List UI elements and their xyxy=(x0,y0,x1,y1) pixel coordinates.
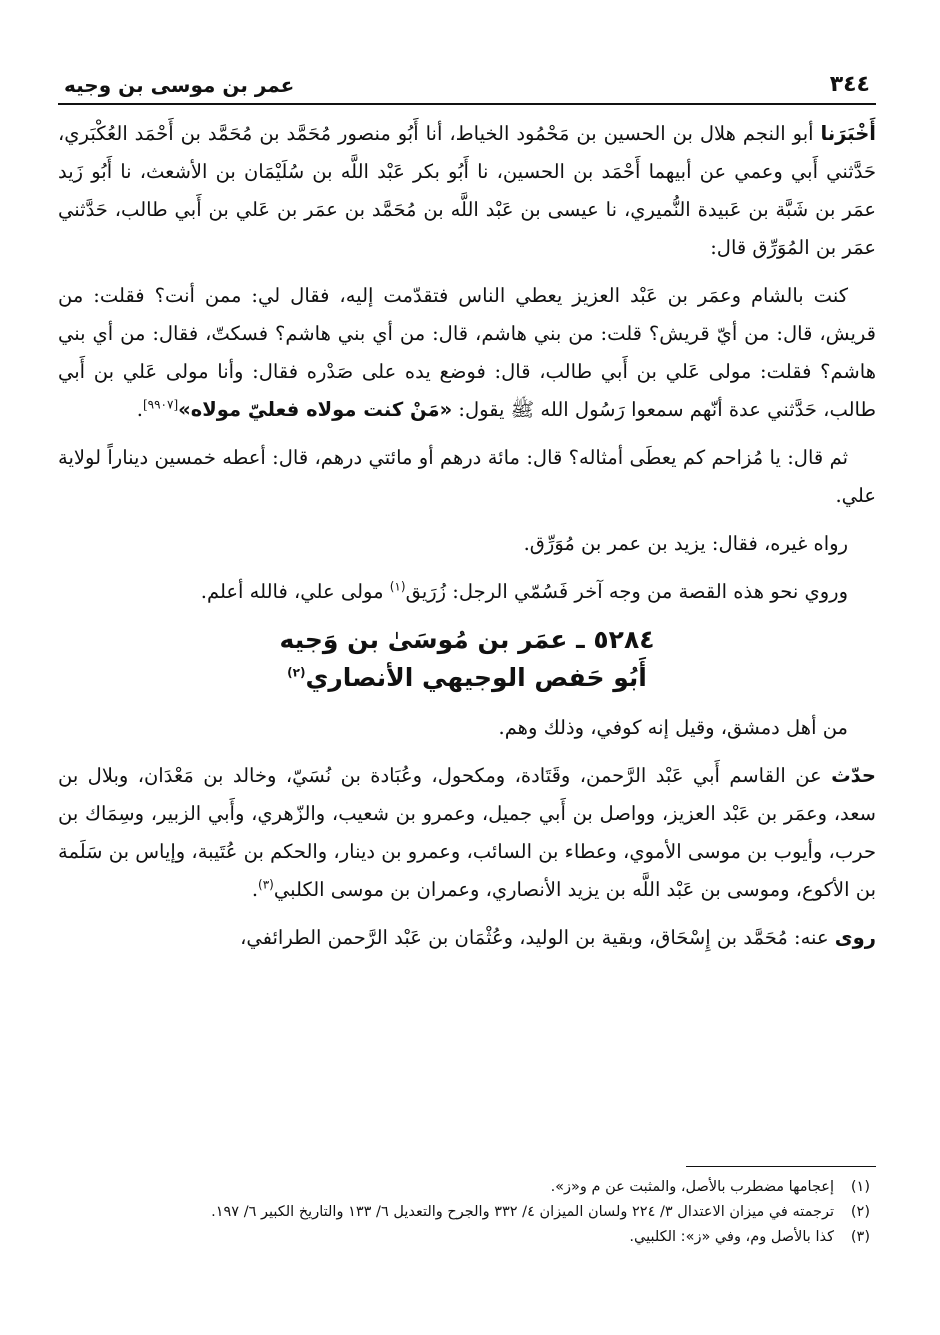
main-text xyxy=(58,115,876,957)
paragraph-teachers: حدّث عن القاسم أَبي عَبْد الرَّحمن، وقَتَادة، ومكحول، وعُبَادة بن نُسَيّ، وخالد بن مَعْدَان، وبلال بن سعد، وعمَر بن عَبْد العزيز، وواصل بن أَبي جميل، وعمرو بن شعيب، والزّهري، وأَبي الزبير، وسِمَاك بن حرب، وأيوب بن موسى الأموي، وعطاء بن السائب، وعمرو بن دينار، والحكم بن عُتَيبة، وإياس بن سَلَمة بن الأكوع، وموسى بن عَبْد اللَّه بن يزيد الأنصاري، وعمران بن موسى الكلبي$^{(٣)}$. xyxy=(58,764,876,901)
lead-word: أَخْبَرَنا xyxy=(820,122,876,145)
paragraph-text: مولى علي، فالله أعلم. xyxy=(200,580,390,603)
footnote-number: (٣) xyxy=(850,1229,870,1245)
paragraph-text: كنت بالشام وعمَر بن عَبْد العزيز يعطي الناس فتقدّمت إليه، فقال لي: ممن أنت؟ فقلت: من قريش، قال: من أيّ قريش؟ قلت: من بني هاشم، قال: من أي بني هاشم؟ فسكتّ، فقال: من أي بني هاشم؟ فقلت: مولى عَلي بن أَبي طالب، قال: فوضع يده على صَدْره فقال: وأنا مولى عَلي بن أَبي طالب، حَدَّثني عدة أنّهم سمعوا رَسُول الله ﷺ يقول: xyxy=(58,284,876,421)
entry-title-line1: ٥٢٨٤ ـ عمَر بن مُوسَىٰ بن وَجيه xyxy=(279,625,655,654)
paragraph-variant xyxy=(58,525,876,563)
page-header xyxy=(58,72,876,105)
footnote-text: إعجامها مضطرب بالأصل، والمثبت عن م و«ز». xyxy=(550,1179,834,1195)
footnote-marker: (١) xyxy=(389,579,406,594)
paragraph-narration: كنت بالشام وعمَر بن عَبْد العزيز يعطي الناس فتقدّمت إليه، فقال لي: ممن أنت؟ فقلت: من قريش، قال: من أيّ قريش؟ قلت: من بني هاشم، قال: من أي بني هاشم؟ فسكتّ، فقال: من أي بني هاشم؟ فقلت: مولى عَلي بن أَبي طالب، قال: فوضع يده على صَدْره فقال: وأنا مولى عَلي بن أَبي طالب، حَدَّثني عدة أنّهم سمعوا رَسُول الله ﷺ يقول: «مَنْ كنت مولاه فعليّ مولاه»[٩٩٠٧]. xyxy=(58,284,876,421)
footnote-text: كذا بالأصل وم، وفي «ز»: الكلبيي. xyxy=(629,1229,834,1245)
footnote-text: ترجمته في ميزان الاعتدال ٣/ ٢٢٤ ولسان الميزان ٤/ ٣٣٢ والجرح والتعديل ٦/ ١٣٣ والتاريخ الكبير ٦/ ١٩٧. xyxy=(211,1204,834,1220)
footnote-number: (١) xyxy=(850,1179,870,1195)
paragraph-text: ثم قال: يا مُزاحم كم يعطَى أمثاله؟ قال: مائة درهم أو مائتي درهم، قال: أعطه خمسين ديناراً لولاية علي. xyxy=(58,446,876,507)
paragraph-other-version xyxy=(58,573,876,611)
hadith-quote: «مَنْ كنت مولاه فعليّ مولاه» xyxy=(178,398,453,421)
paragraph-origin xyxy=(58,709,876,747)
page-number: ٣٤٤ xyxy=(829,72,870,97)
entry-heading xyxy=(58,621,876,697)
paragraph-text: عن القاسم أَبي عَبْد الرَّحمن، وقَتَادة، ومكحول، وعُبَادة بن نُسَيّ، وخالد بن مَعْدَان، وبلال بن سعد، وعمَر بن عَبْد العزيز، وواصل بن أَبي جميل، وعمرو بن شعيب، والزّهري، وأَبي الزبير، وسِمَاك بن حرب، وأيوب بن موسى الأموي، وعطاء بن السائب، وعمرو بن دينار، والحكم بن عُتَيبة، وإياس بن سَلَمة بن الأكوع، وموسى بن عَبْد اللَّه بن يزيد الأنصاري، وعمران بن موسى الكلبي xyxy=(58,764,876,901)
paragraph-text: أبو النجم هلال بن الحسين بن مَحْمُود الخياط، أنا أَبُو منصور مُحَمَّد بن مُحَمَّد بن أَحْمَد العُكْبَري، حَدَّثني أَبي وعمي عن أبيهما أَحْمَد بن الحسين، نا أَبُو بكر عَبْد اللَّه بن سُلَيْمَان بن الأشعث، نا أَبُو زَيد عمَر بن شَبَّة بن عَبيدة النُّميري، نا عيسى بن عَبْد اللَّه بن مُحَمَّد بن عمَر بن عَلي بن أَبي طالب، حَدَّثني عمَر بن المُوَرِّق قال: xyxy=(58,122,876,259)
paragraph-text: رواه غيره، فقال: يزيد بن عمر بن مُوَرِّق. xyxy=(523,532,848,555)
entry-kunya: أَبُو حَفص الوجيهي الأنصاري xyxy=(305,663,647,692)
footnote-marker: (٣) xyxy=(258,877,274,892)
footnotes xyxy=(58,1166,876,1250)
paragraph-isnad xyxy=(58,115,876,267)
lead-word: روى xyxy=(834,926,876,949)
running-title: عمر بن موسى بن وجيه xyxy=(64,73,295,97)
footnote xyxy=(58,1200,876,1225)
footnote-divider xyxy=(686,1166,876,1167)
paragraph-text: من أهل دمشق، وقيل إنه كوفي، وذلك وهم. xyxy=(498,716,848,739)
footnote-number: (٢) xyxy=(850,1204,870,1220)
book-page xyxy=(58,72,876,967)
footnote xyxy=(58,1175,876,1200)
paragraph-students xyxy=(58,919,876,957)
paragraph-continuation xyxy=(58,439,876,515)
lead-word: حدّث xyxy=(831,764,876,787)
paragraph-text: عنه: مُحَمَّد بن إِسْحَاق، وبقية بن الوليد، وعُثْمَان بن عَبْد الرَّحمن الطرائفي، xyxy=(240,926,835,949)
hadith-number: [٩٩٠٧] xyxy=(142,397,179,412)
footnote-marker: (٢) xyxy=(287,665,306,680)
entry-title-line2 xyxy=(58,659,876,697)
paragraph-text: وروي نحو هذه القصة من وجه آخر فَسُمّي الرجل: زُرَيق xyxy=(405,580,848,603)
footnote xyxy=(58,1225,876,1250)
